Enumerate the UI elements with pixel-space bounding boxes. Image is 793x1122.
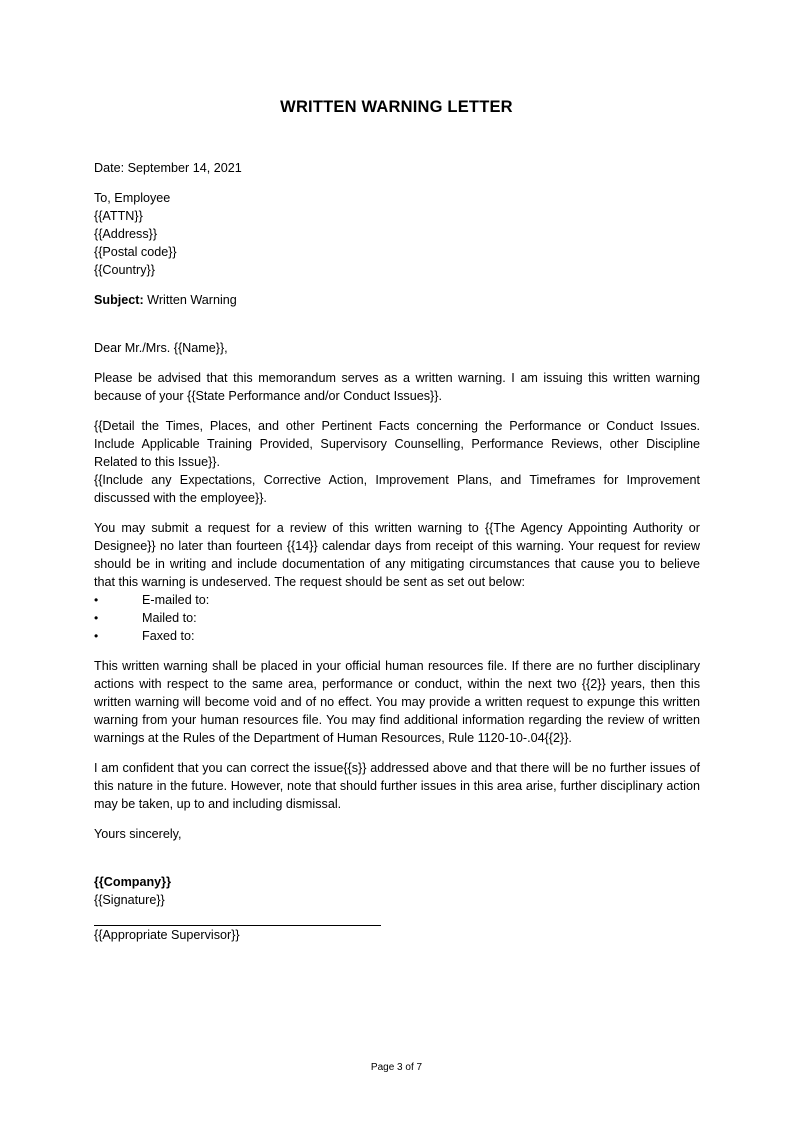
document-title: WRITTEN WARNING LETTER (280, 98, 513, 116)
address-line: {{Address}} (94, 227, 158, 241)
spacer (94, 405, 700, 417)
supervisor-name: {{Appropriate Supervisor}} (94, 928, 240, 942)
spacer (94, 813, 700, 825)
list-item (94, 609, 700, 627)
closing: Yours sincerely, (94, 827, 182, 841)
list-item (94, 591, 700, 609)
paragraph-purpose: Please be advised that this memorandum serves as a written warning. I am issuing this written warning because of your {{State Performance and/or Conduct Issues}}. (94, 371, 700, 403)
list-item (94, 627, 700, 645)
paragraph-file-record: This written warning shall be placed in your official human resources file. If there are no further disciplinary actions with respect to the same area, performance or conduct, within the next two {{2}} years, then this written warning will become void and of no effect. You may provide a written request to expunge this written warning from your human resources file. You may find additional information regarding the review of written warnings at the Rules of the Department of Human Resources, Rule 1120-10-.04{{2}}. (94, 659, 700, 745)
paragraph-review-request: You may submit a request for a review of this written warning to {{The Agency Appointing Authority or Designee}} no later than fourteen {{14}} calendar days from receipt of this warning. Your request for review should be in writing and include documentation of any mitigating circumstances that cause you to believe that this warning is undeserved. The request should be sent as set out below: (94, 521, 700, 589)
list-item-label: E-mailed to: (142, 593, 210, 607)
subject-line (94, 291, 700, 309)
salutation: Dear Mr./Mrs. {{Name}}, (94, 341, 228, 355)
list-item-label: Faxed to: (142, 629, 195, 643)
spacer (94, 177, 700, 189)
spacer (94, 645, 700, 657)
paragraph-details: {{Detail the Times, Places, and other Pertinent Facts concerning the Performance or Conduct Issues. Include Applicable Training Provided, Supervisory Counselling, Performance Reviews, other Discipline Related to this Issue}}. (94, 419, 700, 469)
recipient-address (94, 189, 700, 279)
spacer (94, 357, 700, 369)
page-number: Page 3 of 7 (370, 1062, 423, 1073)
list-item-label: Mailed to: (142, 611, 197, 625)
letter-body (94, 159, 700, 944)
subject-value: Written Warning (143, 293, 237, 307)
signature-placeholder: {{Signature}} (94, 893, 165, 907)
address-line: To, Employee (94, 191, 171, 205)
delivery-method-list (94, 591, 700, 645)
paragraph-confidence: I am confident that you can correct the issue{{s}} addressed above and that there will be no further issues of this nature in the future. However, note that should further issues in this area arise, further disciplinary action may be taken, up to and including dismissal. (94, 761, 700, 811)
address-line: {{Country}} (94, 263, 155, 277)
bullet-icon: • (94, 611, 99, 625)
bullet-icon: • (94, 629, 99, 643)
address-line: {{ATTN}} (94, 209, 143, 223)
bullet-icon: • (94, 593, 99, 607)
address-line: {{Postal code}} (94, 245, 177, 259)
spacer (94, 279, 700, 291)
spacer (94, 843, 700, 873)
spacer (94, 309, 700, 339)
spacer (94, 507, 700, 519)
date-line: Date: September 14, 2021 (94, 161, 242, 175)
paragraph-expectations: {{Include any Expectations, Corrective Action, Improvement Plans, and Timeframes for Improvement discussed with the employee}}. (94, 473, 700, 505)
spacer (94, 747, 700, 759)
company-name: {{Company}} (94, 875, 171, 889)
subject-label: Subject: (94, 293, 144, 307)
